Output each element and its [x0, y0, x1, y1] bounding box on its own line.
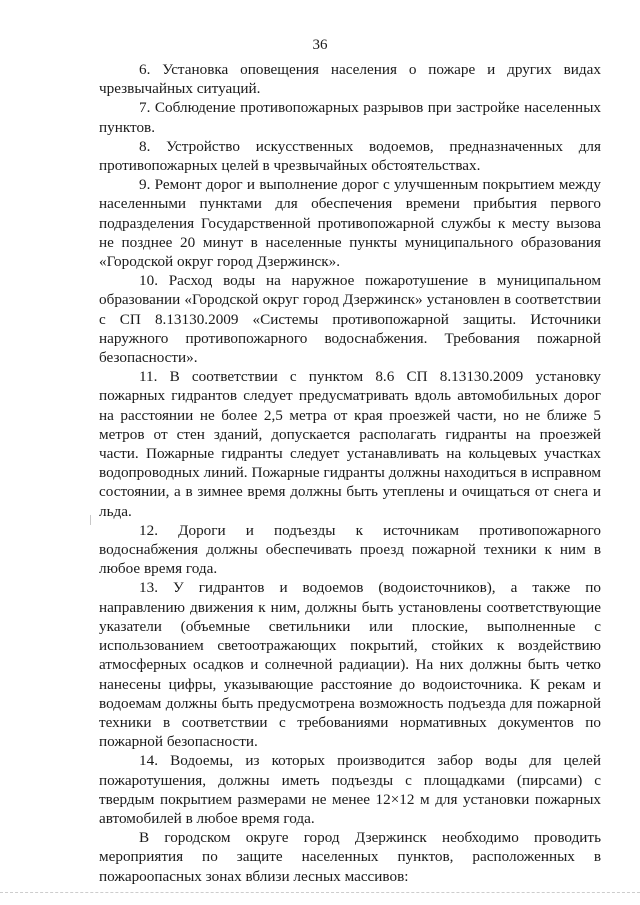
paragraph-item-13: 13. У гидрантов и водоемов (водоисточников), а также по направлению движения к ним, должны быть установлены соответствующие указатели (объемные светильники или плоские, выполненные с использованием светоотражающих покрытий, стойких к воздействию атмосферных осадков и солнечной радиации). На них должны быть четко нанесены цифры, указывающие расстояние до водоисточника. К рекам и водоемам должны быть предусмотрена возможность подъезда для пожарной техники в соответствии с требованиями нормативных документов по пожарной безопасности. [99, 579, 601, 751]
scan-margin-mark [90, 515, 95, 525]
paragraph-item-11: 11. В соответствии с пунктом 8.6 СП 8.13130.2009 установку пожарных гидрантов следует предусматривать вдоль автомобильных дорог на расстоянии не более 2,5 метра от края проезжей части, но не ближе 5 метров от стен зданий, допускается располагать гидранты на проезжей части. Пожарные гидранты следует устанавливать на кольцевых участках водопроводных линий. Пожарные гидранты должны находиться в исправном состоянии, а в зимнее время должны быть утеплены и очищаться от снега и льда. [99, 368, 601, 520]
document-body [99, 60, 601, 886]
paragraph-item-14: 14. Водоемы, из которых производится забор воды для целей пожаротушения, должны иметь подъезды с площадками (пирсами) с твердым покрытием размерами не менее 12×12 м для установки пожарных автомобилей в любое время года. [99, 752, 601, 827]
scan-bottom-edge [0, 892, 640, 899]
paragraph-item-10: 10. Расход воды на наружное пожаротушение в муниципальном образовании «Городской округ город Дзержинск» установлен в соответствии с СП 8.13130.2009 «Системы противопожарной защиты. Источники наружного противопожарного водоснабжения. Требования пожарной безопасности». [99, 272, 601, 367]
paragraph-forest-protection: В городском округе город Дзержинск необходимо проводить мероприятия по защите населенных пунктов, расположенных в пожароопасных зонах вблизи лесных массивов: [99, 829, 601, 885]
page-number: 36 [312, 37, 328, 53]
paragraph-item-9: 9. Ремонт дорог и выполнение дорог с улучшенным покрытием между населенными пунктами для обеспечения времени прибытия первого подразделения Государственной противопожарной службы к месту вызова не позднее 20 минут в населенные пункты муниципального образования «Городской округ город Дзержинск». [99, 176, 601, 271]
paragraph-item-7: 7. Соблюдение противопожарных разрывов при застройке населенных пунктов. [99, 99, 601, 136]
paragraph-item-12: 12. Дороги и подъезды к источникам противопожарного водоснабжения должны обеспечивать проезд пожарной техники к ним в любое время года. [99, 521, 601, 578]
paragraph-item-8: 8. Устройство искусственных водоемов, предназначенных для противопожарных целей в чрезвычайных обстоятельствах. [99, 137, 601, 175]
paragraph-item-6: 6. Установка оповещения населения о пожаре и других видах чрезвычайных ситуаций. [99, 61, 601, 98]
